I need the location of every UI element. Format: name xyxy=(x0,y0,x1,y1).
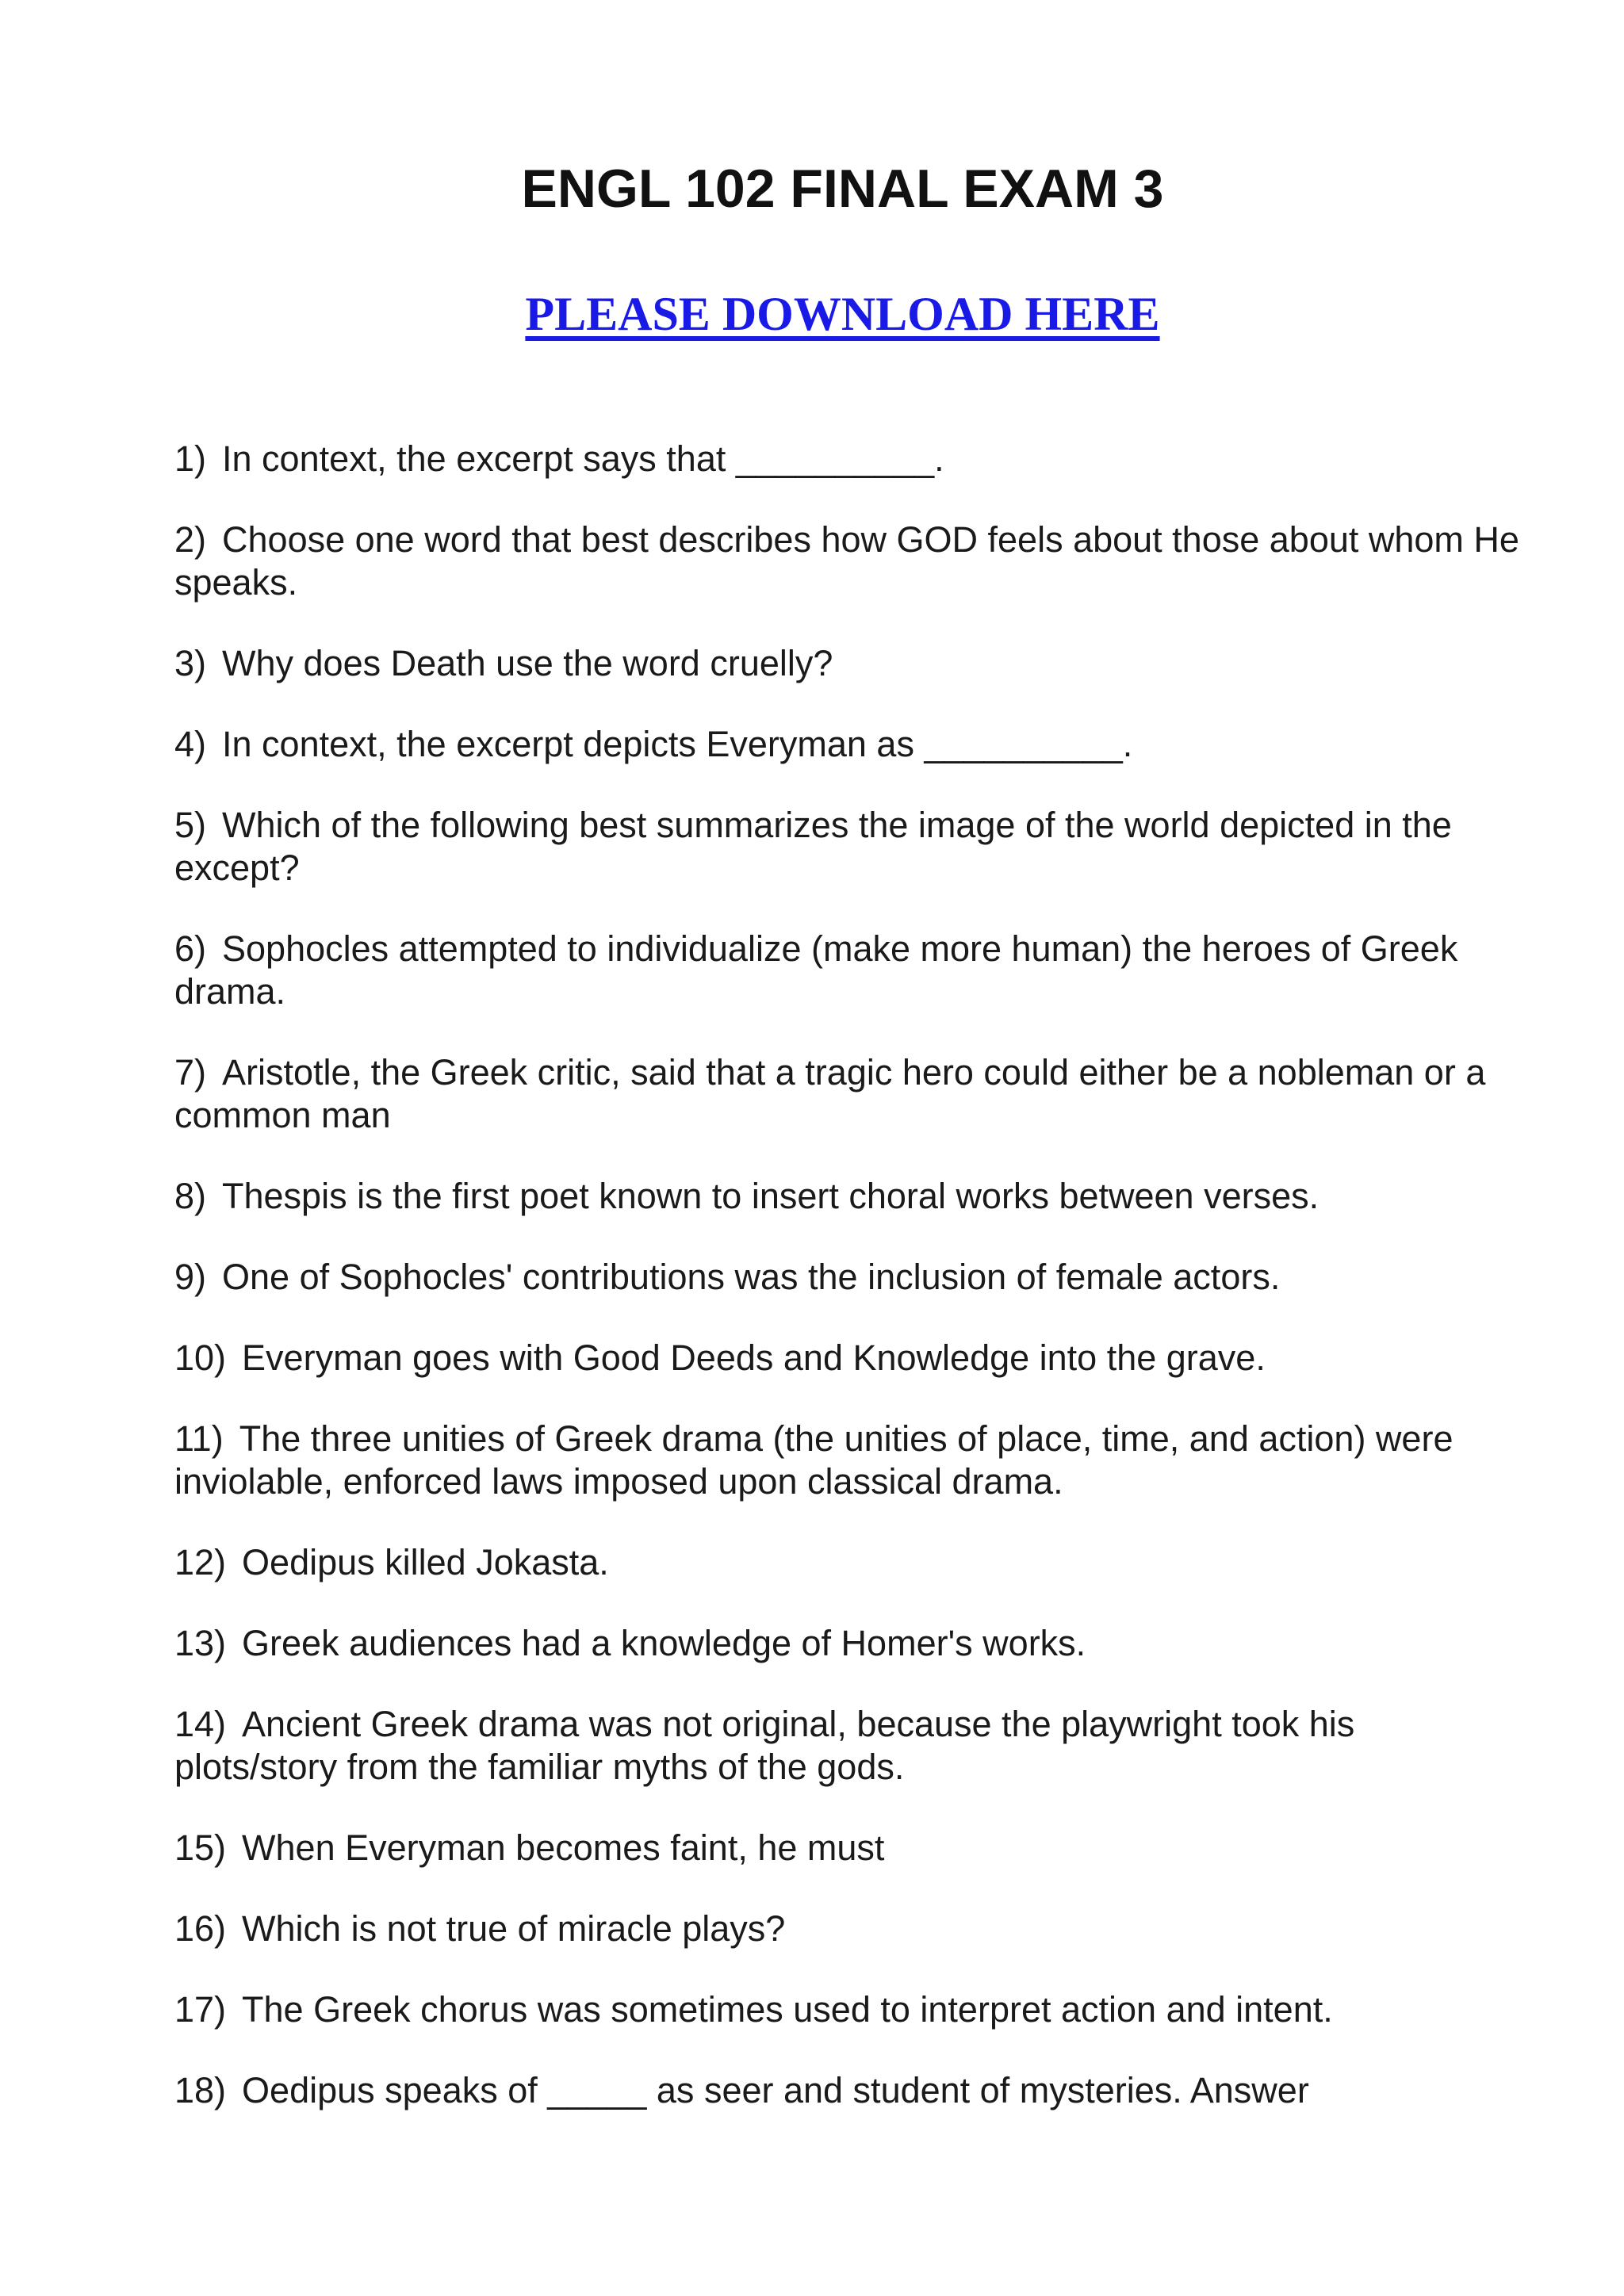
question-number: 16) xyxy=(174,1908,227,1949)
question-text: Aristotle, the Greek critic, said that a tragic hero could either be a nobleman or a common man xyxy=(174,1052,1486,1135)
question-list xyxy=(174,438,1522,2150)
question-text: Sophocles attempted to individualize (make more human) the heroes of Greek drama. xyxy=(174,928,1458,1012)
question-text: The three unities of Greek drama (the unities of place, time, and action) were inviolable, enforced laws imposed upon classical drama. xyxy=(174,1418,1454,1502)
question-text: Choose one word that best describes how GOD feels about those about whom He speaks. xyxy=(174,519,1519,603)
question-text: One of Sophocles' contributions was the inclusion of female actors. xyxy=(222,1257,1281,1297)
question-text: In context, the excerpt depicts Everyman as __________. xyxy=(222,724,1133,764)
question-text: Thespis is the first poet known to insert choral works between verses. xyxy=(222,1176,1320,1216)
question-number: 6) xyxy=(174,928,207,969)
question-text: Which of the following best summarizes the image of the world depicted in the except? xyxy=(174,805,1452,888)
question-item xyxy=(174,723,1522,766)
download-link[interactable]: PLEASE DOWNLOAD HERE xyxy=(525,288,1160,340)
question-text: Ancient Greek drama was not original, because the playwright took his plots/story from the familiar myths of the gods. xyxy=(174,1704,1355,1787)
question-item xyxy=(174,1541,1522,1584)
question-item xyxy=(174,928,1522,1013)
download-link-container xyxy=(0,285,1624,342)
question-item xyxy=(174,1622,1522,1665)
question-number: 7) xyxy=(174,1052,207,1093)
question-text: Oedipus speaks of _____ as seer and student of mysteries. Answer xyxy=(242,2070,1309,2110)
question-number: 2) xyxy=(174,519,207,560)
question-item xyxy=(174,1337,1522,1380)
question-number: 11) xyxy=(174,1418,224,1459)
question-item xyxy=(174,1703,1522,1789)
question-number: 14) xyxy=(174,1704,227,1744)
document-title: ENGL 102 FINAL EXAM 3 xyxy=(521,159,1164,219)
question-item xyxy=(174,1988,1522,2031)
question-item xyxy=(174,519,1522,604)
question-item xyxy=(174,642,1522,685)
question-text: The Greek chorus was sometimes used to interpret action and intent. xyxy=(242,1989,1333,2030)
question-item xyxy=(174,1908,1522,1950)
question-text: Greek audiences had a knowledge of Homer's works. xyxy=(242,1623,1086,1663)
question-number: 3) xyxy=(174,643,207,683)
question-item xyxy=(174,1256,1522,1299)
question-item xyxy=(174,2069,1522,2112)
question-text: Which is not true of miracle plays? xyxy=(242,1908,786,1949)
question-text: Why does Death use the word cruelly? xyxy=(222,643,833,683)
question-number: 13) xyxy=(174,1623,227,1663)
question-text: Oedipus killed Jokasta. xyxy=(242,1542,609,1582)
question-number: 15) xyxy=(174,1827,227,1868)
question-text: When Everyman becomes faint, he must xyxy=(242,1827,885,1868)
question-item xyxy=(174,804,1522,890)
question-number: 9) xyxy=(174,1257,207,1297)
question-number: 4) xyxy=(174,724,207,764)
question-text: Everyman goes with Good Deeds and Knowledge into the grave. xyxy=(242,1337,1266,1378)
question-number: 5) xyxy=(174,805,207,845)
question-text: In context, the excerpt says that __________. xyxy=(222,438,944,479)
question-item xyxy=(174,1827,1522,1869)
question-item xyxy=(174,1418,1522,1503)
question-number: 8) xyxy=(174,1176,207,1216)
question-item xyxy=(174,1175,1522,1218)
question-number: 18) xyxy=(174,2070,227,2110)
question-number: 10) xyxy=(174,1337,227,1378)
question-number: 12) xyxy=(174,1542,227,1582)
question-item xyxy=(174,438,1522,480)
question-number: 17) xyxy=(174,1989,227,2030)
question-item xyxy=(174,1051,1522,1137)
question-number: 1) xyxy=(174,438,207,479)
